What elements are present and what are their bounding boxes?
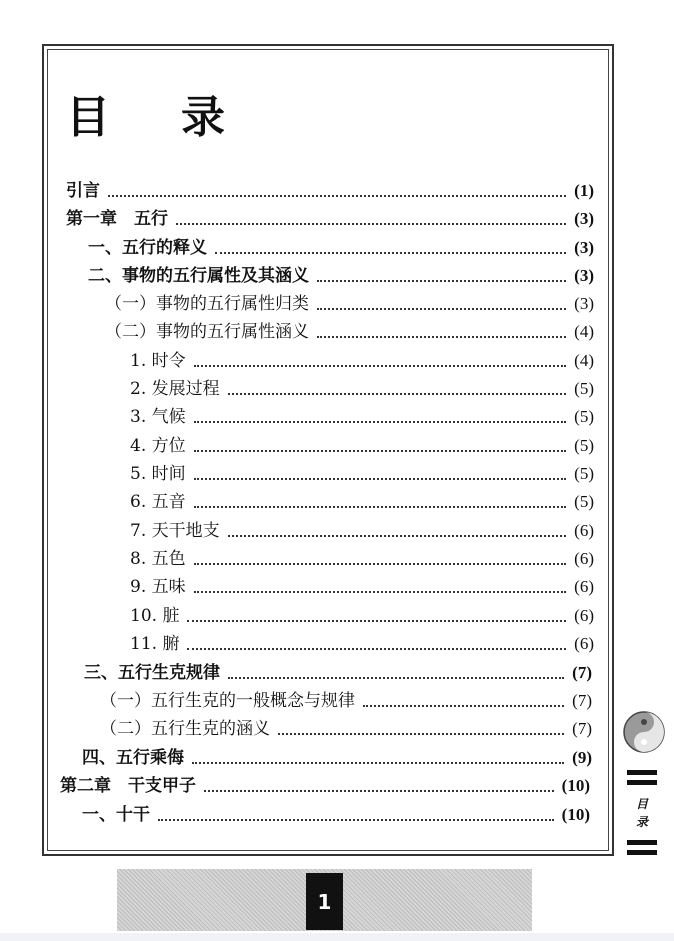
sidebar-bar [627,770,657,775]
toc-entry[interactable] [88,235,594,261]
toc-label: （一）五行生克的一般概念与规律 [100,691,355,711]
toc-label: 11. 腑 [130,634,180,654]
toc-label: 2. 发展过程 [130,379,220,399]
bottom-strip [0,933,674,941]
toc-entry[interactable] [82,745,592,771]
toc-leader [187,648,566,650]
toc-leader [194,506,567,508]
toc-leader [363,705,564,707]
yin-yang-icon [622,710,666,754]
sidebar-bar [627,850,657,855]
toc-page: (7) [572,663,592,682]
toc-leader [194,421,567,423]
toc-entry[interactable] [130,631,594,657]
toc-entry[interactable] [100,716,592,742]
toc-label: （二）五行生克的涵义 [100,719,270,739]
toc-entry[interactable] [82,802,590,828]
toc-leader [194,563,567,565]
toc-entry[interactable] [105,291,594,317]
toc-entry[interactable] [130,404,594,430]
page-number: 1 [306,873,343,930]
toc-leader [215,252,566,254]
toc-leader [187,620,566,622]
toc-leader [194,478,567,480]
toc-label: 四、五行乘侮 [82,748,184,768]
toc-label: 一、五行的释义 [88,238,207,258]
toc-label: 7. 天干地支 [130,521,220,541]
toc-leader [228,535,567,537]
sidebar-char-1: 目 [636,797,649,811]
toc-page: (3) [574,209,594,228]
toc-page: (3) [574,266,594,285]
toc-label: 4. 方位 [130,436,186,456]
toc-label: 1. 时令 [130,351,186,371]
toc-page: (7) [572,719,592,738]
toc-label: 第一章 五行 [66,209,168,229]
toc-label: 6. 五音 [130,492,186,512]
toc-page: (5) [574,407,594,426]
toc-entry[interactable] [66,206,594,232]
toc-page: (1) [574,181,594,200]
toc-leader [317,336,566,338]
toc-leader [158,819,554,821]
toc-leader [108,195,566,197]
toc-entry[interactable] [60,773,590,799]
toc-entry[interactable] [130,603,594,629]
toc-leader [204,790,554,792]
toc-page: (5) [574,379,594,398]
toc-entry[interactable] [105,319,594,345]
toc-page: (5) [574,464,594,483]
toc-leader [278,733,564,735]
toc-page: (4) [574,351,594,370]
toc-page: (9) [572,748,592,767]
toc-label: （一）事物的五行属性归类 [105,294,309,314]
toc-entry[interactable] [130,518,594,544]
toc-entry[interactable] [66,178,594,204]
sidebar-bar [627,840,657,845]
toc-leader [176,223,566,225]
toc-entry[interactable] [130,376,594,402]
toc-entry[interactable] [130,433,594,459]
toc-page: (6) [574,549,594,568]
toc-page: (4) [574,322,594,341]
toc-label: 5. 时间 [130,464,186,484]
toc-leader [317,308,566,310]
sidebar-char-2: 录 [636,815,649,829]
toc-label: （二）事物的五行属性涵义 [105,322,309,342]
toc-leader [194,450,567,452]
toc-label: 9. 五味 [130,577,186,597]
toc-label: 三、五行生克规律 [84,663,220,683]
toc-leader [194,365,567,367]
toc-leader [194,591,567,593]
toc-label: 3. 气候 [130,407,186,427]
title-char-1: 目 [66,92,114,143]
title-char-2: 录 [181,92,229,143]
toc-page: (7) [572,691,592,710]
toc-label: 10. 脏 [130,606,180,626]
toc-entry[interactable] [130,461,594,487]
toc-label: 二、事物的五行属性及其涵义 [88,266,309,286]
toc-label: 第二章 干支甲子 [60,776,196,796]
toc-label: 一、十干 [82,805,150,825]
toc-entry[interactable] [130,489,594,515]
toc-page: (6) [574,521,594,540]
toc-page: (3) [574,294,594,313]
toc-entry[interactable] [130,546,594,572]
toc-page: (5) [574,436,594,455]
toc-leader [228,393,567,395]
toc-page: (6) [574,577,594,596]
sidebar-bar [627,780,657,785]
page-title [66,88,229,148]
toc-label: 引言 [66,181,100,201]
toc-page: (5) [574,492,594,511]
toc-leader [228,677,564,679]
toc-page: (10) [561,805,590,824]
toc-entry[interactable] [88,263,594,289]
toc-entry[interactable] [100,688,592,714]
toc-entry[interactable] [130,348,594,374]
toc-page: (10) [561,776,590,795]
toc-page: (3) [574,238,594,257]
toc-entry[interactable] [84,660,592,686]
toc-page: (6) [574,634,594,653]
toc-leader [192,762,564,764]
toc-leader [317,280,566,282]
toc-page: (6) [574,606,594,625]
toc-entry[interactable] [130,574,594,600]
toc-label: 8. 五色 [130,549,186,569]
